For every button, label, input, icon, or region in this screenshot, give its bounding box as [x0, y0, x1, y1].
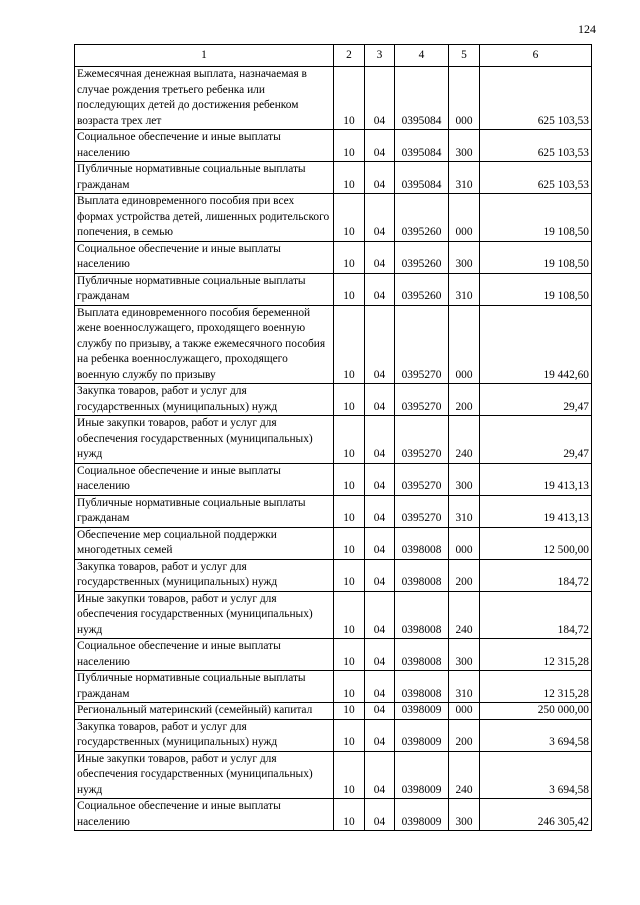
table-row [75, 194, 592, 242]
cell-subsection: 04 [365, 67, 395, 130]
cell-expense-type: 000 [449, 703, 480, 720]
table-row [75, 384, 592, 416]
cell-target-article: 0395260 [395, 273, 449, 305]
cell-target-article: 0395270 [395, 495, 449, 527]
cell-name: Выплата единовременного пособия беременной жене военнослужащего, проходящего военную службу по призыву, а также ежемесячного пособия на ребенка военнослужащего, проходящего военную службу по призыву [75, 305, 334, 384]
cell-name: Иные закупки товаров, работ и услуг для обеспечения государственных (муниципальных) нужд [75, 416, 334, 464]
cell-expense-type: 300 [449, 639, 480, 671]
cell-target-article: 0395270 [395, 463, 449, 495]
cell-section: 10 [334, 671, 365, 703]
cell-subsection: 04 [365, 194, 395, 242]
cell-name: Закупка товаров, работ и услуг для государственных (муниципальных) нужд [75, 384, 334, 416]
table-body [75, 67, 592, 831]
cell-expense-type: 300 [449, 241, 480, 273]
header-cell-amount: 6 [480, 45, 592, 67]
cell-target-article: 0395084 [395, 130, 449, 162]
cell-name: Иные закупки товаров, работ и услуг для обеспечения государственных (муниципальных) нужд [75, 591, 334, 639]
cell-subsection: 04 [365, 416, 395, 464]
cell-target-article: 0395084 [395, 162, 449, 194]
cell-amount: 12 500,00 [480, 527, 592, 559]
header-cell-type: 5 [449, 45, 480, 67]
cell-amount: 3 694,58 [480, 751, 592, 799]
cell-section: 10 [334, 463, 365, 495]
cell-section: 10 [334, 305, 365, 384]
cell-name: Иные закупки товаров, работ и услуг для обеспечения государственных (муниципальных) нужд [75, 751, 334, 799]
cell-name: Публичные нормативные социальные выплаты гражданам [75, 273, 334, 305]
cell-amount: 29,47 [480, 416, 592, 464]
table-row [75, 305, 592, 384]
table-row [75, 591, 592, 639]
cell-section: 10 [334, 639, 365, 671]
cell-expense-type: 300 [449, 799, 480, 831]
cell-subsection: 04 [365, 751, 395, 799]
cell-expense-type: 310 [449, 495, 480, 527]
cell-amount: 19 413,13 [480, 495, 592, 527]
cell-subsection: 04 [365, 799, 395, 831]
cell-subsection: 04 [365, 495, 395, 527]
cell-section: 10 [334, 67, 365, 130]
table-row [75, 671, 592, 703]
cell-amount: 19 108,50 [480, 194, 592, 242]
cell-expense-type: 240 [449, 416, 480, 464]
cell-name: Закупка товаров, работ и услуг для государственных (муниципальных) нужд [75, 559, 334, 591]
cell-amount: 625 103,53 [480, 162, 592, 194]
table-row [75, 162, 592, 194]
cell-subsection: 04 [365, 639, 395, 671]
cell-name: Социальное обеспечение и иные выплаты населению [75, 639, 334, 671]
cell-amount: 250 000,00 [480, 703, 592, 720]
table-row [75, 67, 592, 130]
cell-name: Публичные нормативные социальные выплаты гражданам [75, 162, 334, 194]
cell-amount: 625 103,53 [480, 130, 592, 162]
cell-target-article: 0398008 [395, 591, 449, 639]
table-row [75, 416, 592, 464]
cell-target-article: 0398009 [395, 703, 449, 720]
cell-name: Социальное обеспечение и иные выплаты населению [75, 463, 334, 495]
table-row [75, 751, 592, 799]
cell-target-article: 0398008 [395, 559, 449, 591]
budget-table [74, 44, 592, 831]
cell-target-article: 0398009 [395, 719, 449, 751]
cell-expense-type: 000 [449, 67, 480, 130]
cell-name: Закупка товаров, работ и услуг для государственных (муниципальных) нужд [75, 719, 334, 751]
cell-name: Социальное обеспечение и иные выплаты населению [75, 799, 334, 831]
cell-expense-type: 200 [449, 559, 480, 591]
cell-target-article: 0398009 [395, 799, 449, 831]
cell-amount: 184,72 [480, 591, 592, 639]
cell-section: 10 [334, 559, 365, 591]
cell-section: 10 [334, 130, 365, 162]
cell-target-article: 0395260 [395, 194, 449, 242]
table-row [75, 719, 592, 751]
cell-section: 10 [334, 384, 365, 416]
cell-subsection: 04 [365, 130, 395, 162]
cell-expense-type: 300 [449, 463, 480, 495]
cell-subsection: 04 [365, 273, 395, 305]
cell-subsection: 04 [365, 671, 395, 703]
cell-expense-type: 240 [449, 751, 480, 799]
cell-target-article: 0398009 [395, 751, 449, 799]
cell-section: 10 [334, 591, 365, 639]
cell-section: 10 [334, 416, 365, 464]
cell-expense-type: 000 [449, 194, 480, 242]
cell-subsection: 04 [365, 527, 395, 559]
table-row [75, 130, 592, 162]
cell-amount: 3 694,58 [480, 719, 592, 751]
cell-name: Региональный материнский (семейный) капитал [75, 703, 334, 720]
cell-target-article: 0398008 [395, 527, 449, 559]
cell-section: 10 [334, 241, 365, 273]
cell-name: Социальное обеспечение и иные выплаты населению [75, 130, 334, 162]
cell-subsection: 04 [365, 703, 395, 720]
cell-amount: 29,47 [480, 384, 592, 416]
cell-amount: 12 315,28 [480, 639, 592, 671]
cell-expense-type: 310 [449, 671, 480, 703]
header-cell-target: 4 [395, 45, 449, 67]
table-row [75, 559, 592, 591]
cell-name: Публичные нормативные социальные выплаты гражданам [75, 671, 334, 703]
header-cell-name: 1 [75, 45, 334, 67]
cell-name: Социальное обеспечение и иные выплаты населению [75, 241, 334, 273]
table-row [75, 241, 592, 273]
cell-subsection: 04 [365, 463, 395, 495]
table-row [75, 463, 592, 495]
cell-section: 10 [334, 799, 365, 831]
cell-expense-type: 310 [449, 273, 480, 305]
cell-name: Обеспечение мер социальной поддержки многодетных семей [75, 527, 334, 559]
table-row [75, 799, 592, 831]
cell-section: 10 [334, 719, 365, 751]
cell-name: Ежемесячная денежная выплата, назначаемая в случае рождения третьего ребенка или последующих детей до достижения ребенком возраста трех лет [75, 67, 334, 130]
table-row [75, 495, 592, 527]
cell-target-article: 0395270 [395, 305, 449, 384]
cell-amount: 246 305,42 [480, 799, 592, 831]
cell-section: 10 [334, 527, 365, 559]
cell-subsection: 04 [365, 305, 395, 384]
cell-target-article: 0395270 [395, 416, 449, 464]
header-row [75, 45, 592, 67]
cell-amount: 625 103,53 [480, 67, 592, 130]
table-row [75, 527, 592, 559]
table-row [75, 273, 592, 305]
cell-section: 10 [334, 751, 365, 799]
cell-expense-type: 240 [449, 591, 480, 639]
cell-section: 10 [334, 495, 365, 527]
cell-name: Публичные нормативные социальные выплаты гражданам [75, 495, 334, 527]
header-cell-section: 2 [334, 45, 365, 67]
page-number: 124 [578, 22, 596, 36]
table-row [75, 703, 592, 720]
cell-section: 10 [334, 194, 365, 242]
cell-section: 10 [334, 703, 365, 720]
cell-target-article: 0395270 [395, 384, 449, 416]
header-cell-subsection: 3 [365, 45, 395, 67]
cell-section: 10 [334, 273, 365, 305]
cell-expense-type: 310 [449, 162, 480, 194]
cell-name: Выплата единовременного пособия при всех формах устройства детей, лишенных родительского попечения, в семью [75, 194, 334, 242]
cell-expense-type: 300 [449, 130, 480, 162]
cell-target-article: 0395260 [395, 241, 449, 273]
cell-target-article: 0398008 [395, 671, 449, 703]
cell-amount: 19 413,13 [480, 463, 592, 495]
cell-expense-type: 000 [449, 305, 480, 384]
cell-amount: 12 315,28 [480, 671, 592, 703]
cell-amount: 19 108,50 [480, 273, 592, 305]
cell-subsection: 04 [365, 559, 395, 591]
cell-amount: 19 442,60 [480, 305, 592, 384]
cell-subsection: 04 [365, 591, 395, 639]
table-row [75, 639, 592, 671]
cell-expense-type: 200 [449, 384, 480, 416]
cell-subsection: 04 [365, 241, 395, 273]
cell-amount: 19 108,50 [480, 241, 592, 273]
cell-subsection: 04 [365, 384, 395, 416]
cell-expense-type: 200 [449, 719, 480, 751]
cell-target-article: 0395084 [395, 67, 449, 130]
cell-amount: 184,72 [480, 559, 592, 591]
cell-target-article: 0398008 [395, 639, 449, 671]
cell-subsection: 04 [365, 719, 395, 751]
cell-subsection: 04 [365, 162, 395, 194]
cell-expense-type: 000 [449, 527, 480, 559]
cell-section: 10 [334, 162, 365, 194]
